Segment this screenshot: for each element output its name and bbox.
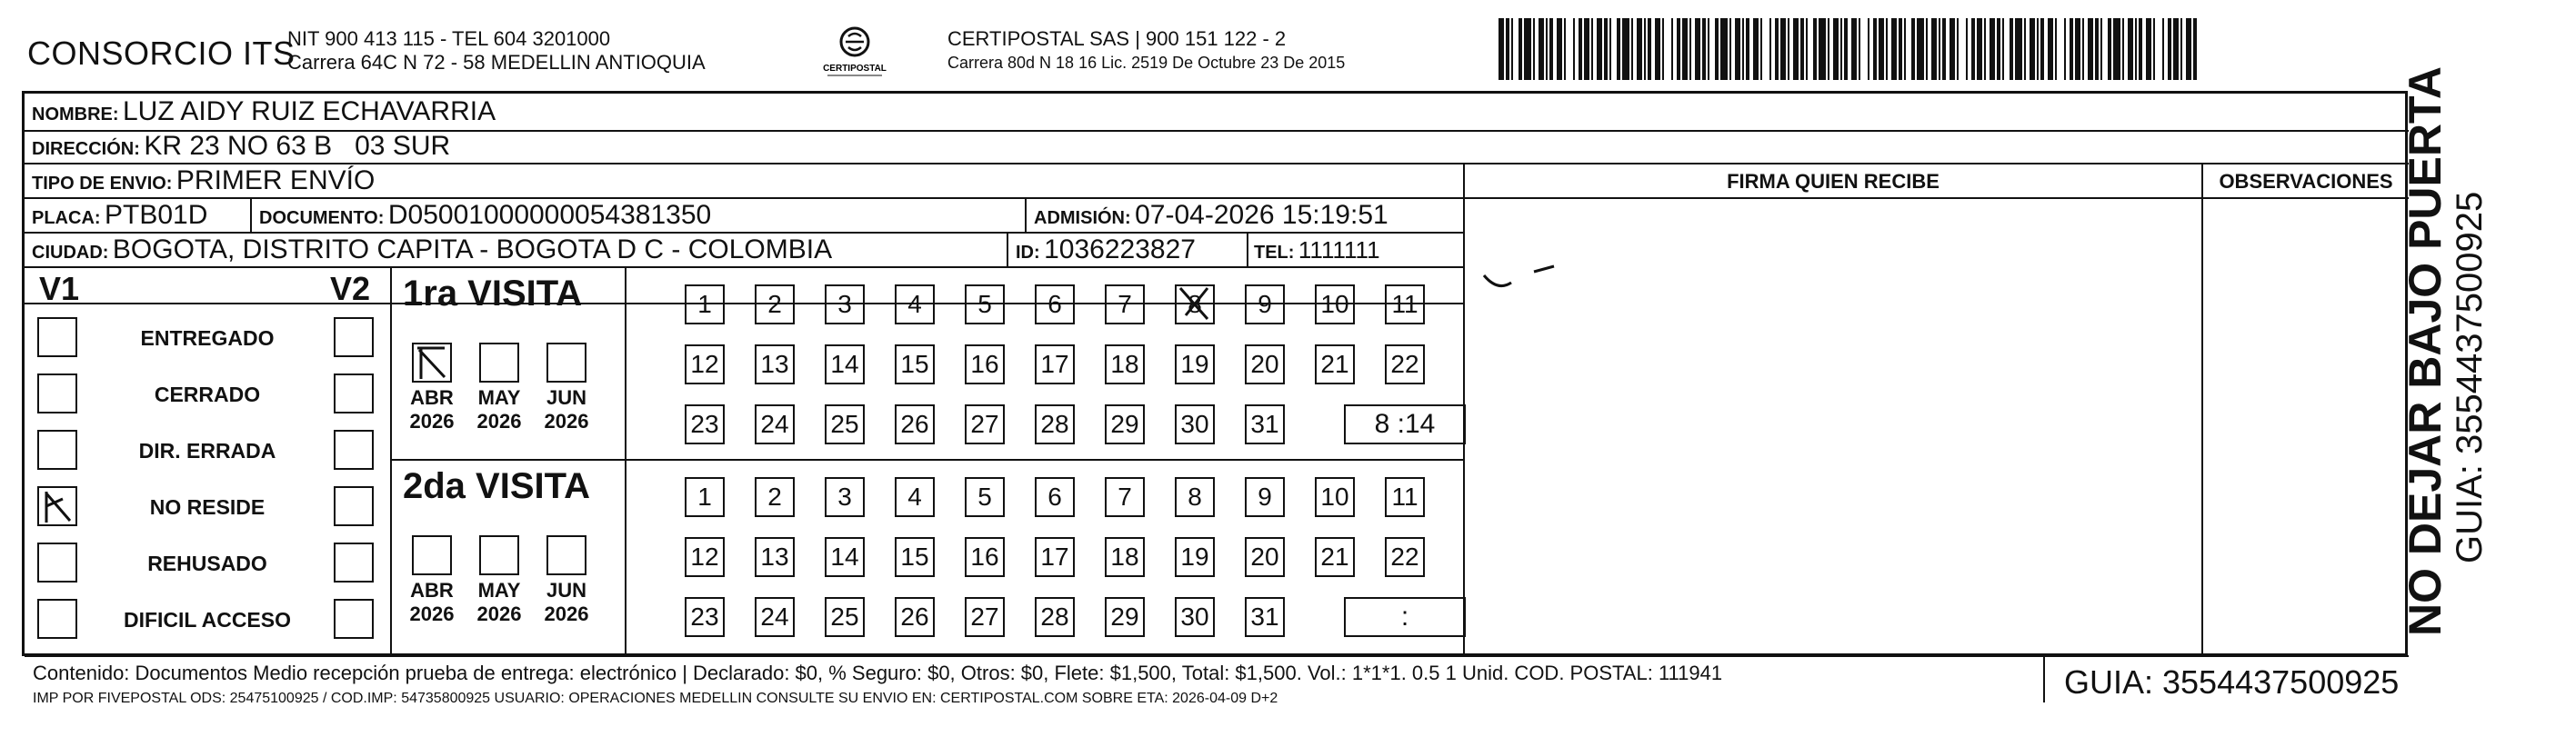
day-box[interactable]: 12 (685, 344, 725, 384)
day-box[interactable]: 26 (895, 404, 935, 444)
certipostal-line: CERTIPOSTAL SAS | 900 151 122 - 2 (947, 27, 1287, 50)
recipient-name-field (32, 95, 496, 133)
barcode-bar (2180, 18, 2182, 80)
barcode-bar (1899, 18, 1902, 80)
observations-header: OBSERVACIONES (2219, 170, 2393, 193)
day-box[interactable]: 8 (1175, 284, 1215, 324)
side-instruction: NO DEJAR BAJO PUERTA (2400, 66, 2451, 636)
day-box[interactable]: 3 (825, 284, 865, 324)
recipient-address: KR 23 NO 63 B 03 SUR (144, 131, 451, 161)
document: D05001000000054381350 (387, 200, 712, 230)
tel-label: TEL: (1254, 243, 1295, 263)
barcode-bar (1917, 18, 1924, 80)
day-box[interactable]: 13 (755, 537, 795, 577)
day-box[interactable]: 31 (1245, 404, 1285, 444)
barcode-bar (1984, 18, 1986, 80)
v1-checkbox[interactable] (37, 317, 77, 357)
day-box[interactable]: 29 (1105, 404, 1145, 444)
barcode-bar (1573, 18, 1575, 80)
barcode-bar (1511, 18, 1513, 80)
month-label (399, 579, 465, 626)
month-label (534, 579, 599, 626)
signature-scribble (1479, 257, 1589, 294)
month-name: JUN (546, 386, 586, 409)
barcode-bar (1689, 18, 1691, 80)
barcode-bar (2064, 18, 2066, 80)
admission-datetime: 07-04-2026 15:19:51 (1135, 200, 1388, 230)
barcode-bar (1931, 18, 1937, 80)
barcode-bar (1533, 18, 1535, 80)
barcode-bar (1604, 18, 1608, 80)
barcode-bar (1597, 18, 1602, 80)
barcode-bar (1833, 18, 1839, 80)
barcode-bar (2193, 18, 2197, 80)
barcode-bar (1844, 18, 1848, 80)
barcode-bar (2082, 18, 2084, 80)
check-mark-icon (39, 488, 75, 524)
recipient-name: LUZ AIDY RUIZ ECHAVARRIA (123, 96, 496, 126)
barcode-bar (2153, 18, 2155, 80)
day-box[interactable]: 2 (755, 477, 795, 517)
barcode-bar (1806, 18, 1808, 80)
barcode-bar (1891, 18, 1897, 80)
month-year: 2026 (544, 410, 589, 433)
barcode-bar (2040, 18, 2044, 80)
barcode-bar (1851, 18, 1857, 80)
admission-field (1034, 199, 1388, 236)
plate-label: PLACA: (32, 208, 101, 228)
side-guide-number: GUIA: 3554437500925 (2450, 191, 2490, 563)
barcode-bar (1519, 18, 1522, 80)
barcode-bar (1769, 18, 1771, 80)
month-year: 2026 (409, 603, 455, 625)
company-contact (287, 27, 706, 75)
day-box[interactable]: 5 (965, 284, 1005, 324)
barcode-bar (1662, 18, 1664, 80)
day-box[interactable]: 9 (1245, 477, 1285, 517)
city-field (32, 234, 832, 271)
day-box[interactable]: 25 (825, 404, 865, 444)
barcode-bar (2088, 18, 2093, 80)
v1-checkbox[interactable] (37, 543, 77, 583)
visit-time-box[interactable]: 8 :14 (1344, 404, 1466, 444)
delivery-form (22, 91, 2408, 656)
barcode-bar (1997, 18, 2000, 80)
barcode-bar (1539, 18, 1544, 80)
barcode-bar (1655, 18, 1660, 80)
plate-field (32, 199, 207, 236)
barcode-bar (2113, 18, 2120, 80)
barcode-bar (1617, 18, 1620, 80)
status-label: DIR. ERRADA (138, 439, 276, 463)
barcode-bar (2030, 18, 2035, 80)
barcode-bar (1720, 18, 1728, 80)
barcode-bar (1695, 18, 1700, 80)
barcode-bar (1677, 18, 1680, 80)
barcode-bar (1977, 18, 1982, 80)
address-line: Carrera 64C N 72 - 58 MEDELLIN ANTIOQUIA (287, 51, 706, 74)
month-checkbox[interactable] (479, 535, 519, 575)
barcode-bar (1708, 18, 1709, 80)
company-name: CONSORCIO ITS (27, 35, 296, 72)
v1-checkbox[interactable] (37, 599, 77, 639)
day-box[interactable]: 15 (895, 344, 935, 384)
barcode-bar (1911, 18, 1915, 80)
v2-checkbox[interactable] (334, 543, 374, 583)
day-box[interactable]: 10 (1315, 284, 1355, 324)
address-label: DIRECCIÓN: (32, 139, 140, 159)
barcode-bar (1788, 18, 1789, 80)
month-checkbox[interactable] (412, 343, 452, 383)
month-label (534, 386, 599, 433)
month-checkbox[interactable] (546, 343, 586, 383)
barcode-bar (1524, 18, 1531, 80)
day-box[interactable]: 6 (1035, 284, 1075, 324)
day-box[interactable]: 27 (965, 404, 1005, 444)
day-box[interactable]: 24 (755, 597, 795, 637)
day-box[interactable]: 8 (1175, 477, 1215, 517)
barcode-bar (1746, 18, 1749, 80)
month-year: 2026 (476, 410, 522, 433)
barcode-bar (1546, 18, 1548, 80)
day-box[interactable]: 23 (685, 597, 725, 637)
day-box[interactable]: 14 (825, 537, 865, 577)
day-box[interactable]: 28 (1035, 597, 1075, 637)
day-box[interactable]: 15 (895, 537, 935, 577)
v1-checkbox[interactable] (37, 374, 77, 413)
tel: 1111111 (1298, 236, 1380, 264)
day-box[interactable]: 30 (1175, 597, 1215, 637)
barcode-bar (1800, 18, 1804, 80)
logo-text: CERTIPOSTAL (823, 64, 887, 74)
day-box[interactable]: 20 (1245, 537, 1285, 577)
certipostal-info (947, 27, 1345, 75)
day-box[interactable]: 16 (965, 537, 1005, 577)
month-label (466, 579, 532, 626)
barcode-bar (1753, 18, 1759, 80)
city: BOGOTA, DISTRITO CAPITA - BOGOTA D C - COLOMBIA (112, 234, 833, 264)
barcode-bar (2048, 18, 2053, 80)
barcode-bar (2128, 18, 2133, 80)
barcode-bar (1549, 18, 1553, 80)
id-field (1016, 234, 1196, 271)
barcode-bar (1735, 18, 1740, 80)
day-box[interactable]: 14 (825, 344, 865, 384)
month-name: MAY (477, 579, 521, 602)
shipment-type-label: TIPO DE ENVIO: (32, 174, 173, 194)
barcode-bar (2139, 18, 2142, 80)
check-mark-icon (414, 344, 450, 381)
barcode-bar (1926, 18, 1928, 80)
month-year: 2026 (409, 410, 455, 433)
barcode-bar (1760, 18, 1762, 80)
day-box[interactable]: 12 (685, 537, 725, 577)
barcode-bar (1631, 18, 1633, 80)
barcode-bar (1886, 18, 1888, 80)
day-box[interactable]: 26 (895, 597, 935, 637)
day-box[interactable]: 11 (1385, 284, 1425, 324)
barcode-bar (2024, 18, 2026, 80)
day-box[interactable]: 22 (1385, 537, 1425, 577)
barcode-bar (1904, 18, 1906, 80)
v2-header: V2 (330, 270, 371, 307)
visit-title: 1ra VISITA (403, 274, 583, 314)
check-mark-icon (1175, 283, 1215, 323)
barcode-bar (1591, 18, 1593, 80)
shipment-type: PRIMER ENVÍO (175, 165, 376, 195)
barcode-bar (2015, 18, 2022, 80)
barcode-bar (1868, 18, 1869, 80)
day-box[interactable]: 30 (1175, 404, 1215, 444)
barcode-bar (1682, 18, 1688, 80)
barcode-bar (1819, 18, 1826, 80)
barcode-bar (1780, 18, 1786, 80)
barcode-bar (1564, 18, 1566, 80)
plate: PTB01D (105, 200, 208, 230)
barcode-bar (1942, 18, 1946, 80)
barcode-bar (1557, 18, 1562, 80)
barcode-bar (1793, 18, 1799, 80)
barcode-bar (1873, 18, 1877, 80)
barcode-bar (1990, 18, 1995, 80)
tracking-barcode (1498, 18, 2199, 80)
barcode-bar (1506, 18, 1509, 80)
day-box[interactable]: 19 (1175, 537, 1215, 577)
barcode-bar (1879, 18, 1884, 80)
barcode-bar (2095, 18, 2099, 80)
day-box[interactable]: 4 (895, 477, 935, 517)
v2-checkbox[interactable] (334, 374, 374, 413)
day-box[interactable]: 22 (1385, 344, 1425, 384)
shipment-content-line: Contenido: Documentos Medio recepción prueba de entrega: electrónico | Declarado: $0, % Seguro: $0, Otros: $0, Flete: $1,500, Total: $1,500. Vol.: 1*1*1. 0.5 1 Unid. COD. POSTAL: 111941 (33, 662, 1723, 684)
barcode-bar (1957, 18, 1959, 80)
shipment-type-field (32, 164, 375, 202)
day-box[interactable]: 29 (1105, 597, 1145, 637)
visit-title: 2da VISITA (403, 466, 590, 506)
v2-checkbox[interactable] (334, 317, 374, 357)
v1-checkbox[interactable] (37, 430, 77, 470)
barcode-bar (2100, 18, 2102, 80)
day-box[interactable]: 4 (895, 284, 935, 324)
day-box[interactable]: 7 (1105, 477, 1145, 517)
month-checkbox[interactable] (546, 535, 586, 575)
barcode-bar (1775, 18, 1779, 80)
admission-label: ADMISIÓN: (1034, 208, 1131, 228)
day-box[interactable]: 20 (1245, 344, 1285, 384)
barcode-bar (2162, 18, 2164, 80)
status-label: DIFICIL ACCESO (123, 608, 291, 632)
visit-time-box[interactable]: : (1344, 597, 1466, 637)
barcode-bar (2122, 18, 2124, 80)
day-box[interactable]: 1 (685, 477, 725, 517)
day-box[interactable]: 6 (1035, 477, 1075, 517)
v2-checkbox[interactable] (334, 430, 374, 470)
month-checkbox[interactable] (479, 343, 519, 383)
barcode-bar (2075, 18, 2080, 80)
month-name: ABR (410, 386, 454, 409)
status-label: REHUSADO (147, 552, 267, 575)
day-box[interactable]: 9 (1245, 284, 1285, 324)
day-box[interactable]: 1 (685, 284, 725, 324)
side-panel (2401, 66, 2490, 636)
barcode-bar (2002, 18, 2004, 80)
barcode-bar (1729, 18, 1731, 80)
status-label: NO RESIDE (149, 495, 266, 519)
document-label: DOCUMENTO: (259, 208, 385, 228)
day-box[interactable]: 18 (1105, 344, 1145, 384)
name-label: NOMBRE: (32, 105, 119, 124)
day-box[interactable]: 24 (755, 404, 795, 444)
barcode-bar (2108, 18, 2111, 80)
day-box[interactable]: 17 (1035, 537, 1075, 577)
month-label (466, 386, 532, 433)
day-box[interactable]: 18 (1105, 537, 1145, 577)
barcode-bar (1644, 18, 1646, 80)
id-number: 1036223827 (1044, 234, 1196, 264)
certipostal-address: Carrera 80d N 18 16 Lic. 2519 De Octubre 23 De 2015 (947, 54, 1346, 72)
day-box[interactable]: 13 (755, 344, 795, 384)
day-box[interactable]: 31 (1245, 597, 1285, 637)
barcode-bar (1498, 18, 1504, 80)
month-name: MAY (477, 386, 521, 409)
barcode-bar (1971, 18, 1975, 80)
city-label: CIUDAD: (32, 243, 109, 263)
barcode-bar (1702, 18, 1706, 80)
barcode-bar (2070, 18, 2073, 80)
barcode-bar (1584, 18, 1589, 80)
barcode-bar (1671, 18, 1673, 80)
barcode-bar (2146, 18, 2151, 80)
v2-checkbox[interactable] (334, 599, 374, 639)
v1-checkbox[interactable] (37, 486, 77, 526)
id-label: ID: (1016, 243, 1040, 263)
day-box[interactable]: 10 (1315, 477, 1355, 517)
day-box[interactable]: 27 (965, 597, 1005, 637)
month-year: 2026 (544, 603, 589, 625)
barcode-bar (2173, 18, 2179, 80)
day-box[interactable]: 21 (1315, 344, 1355, 384)
barcode-bar (1813, 18, 1817, 80)
month-checkbox[interactable] (412, 535, 452, 575)
barcode-bar (1609, 18, 1611, 80)
month-name: ABR (410, 579, 454, 602)
nit-line: NIT 900 413 115 - TEL 604 3201000 (287, 27, 611, 50)
address-field (32, 130, 450, 167)
month-label (399, 386, 465, 433)
month-name: JUN (546, 579, 586, 602)
barcode-bar (1939, 18, 1940, 80)
status-label: CERRADO (154, 383, 261, 406)
barcode-bar (2037, 18, 2039, 80)
day-box[interactable]: 21 (1315, 537, 1355, 577)
day-box[interactable]: 2 (755, 284, 795, 324)
day-box[interactable]: 5 (965, 477, 1005, 517)
barcode-bar (2055, 18, 2057, 80)
barcode-bar (2186, 18, 2191, 80)
day-box[interactable]: 19 (1175, 344, 1215, 384)
document-field (259, 199, 711, 236)
day-box[interactable]: 28 (1035, 404, 1075, 444)
barcode-bar (1950, 18, 1955, 80)
day-box[interactable]: 25 (825, 597, 865, 637)
day-box[interactable]: 7 (1105, 284, 1145, 324)
tel-field (1254, 234, 1380, 271)
barcode-bar (1840, 18, 1842, 80)
barcode-bar (2168, 18, 2171, 80)
status-label: ENTREGADO (140, 326, 275, 350)
day-box[interactable]: 11 (1385, 477, 1425, 517)
barcode-bar (2010, 18, 2013, 80)
day-box[interactable]: 23 (685, 404, 725, 444)
barcode-bar (1828, 18, 1829, 80)
certipostal-logo (809, 20, 900, 80)
print-info-line: IMP POR FIVEPOSTAL ODS: 25475100925 / COD.IMP: 54735800925 USUARIO: OPERACIONES MEDELLIN CONSULTE SU ENVIO EN: CERTIPOSTAL.COM SOBRE ETA: 2026-04-09 D+2 (33, 691, 1278, 706)
barcode-bar (1742, 18, 1744, 80)
barcode-bar (1622, 18, 1629, 80)
day-box[interactable]: 3 (825, 477, 865, 517)
barcode-bar (1859, 18, 1860, 80)
v2-checkbox[interactable] (334, 486, 374, 526)
barcode-bar (1715, 18, 1719, 80)
guide-number-footer: GUIA: 3554437500925 (2064, 663, 2400, 701)
day-box[interactable]: 17 (1035, 344, 1075, 384)
barcode-bar (2135, 18, 2137, 80)
barcode-bar (1648, 18, 1651, 80)
day-box[interactable]: 16 (965, 344, 1005, 384)
signature-header: FIRMA QUIEN RECIBE (1727, 170, 1940, 193)
month-year: 2026 (476, 603, 522, 625)
barcode-bar (1966, 18, 1968, 80)
barcode-bar (1637, 18, 1642, 80)
barcode-bar (1579, 18, 1582, 80)
v1-header: V1 (39, 270, 80, 307)
